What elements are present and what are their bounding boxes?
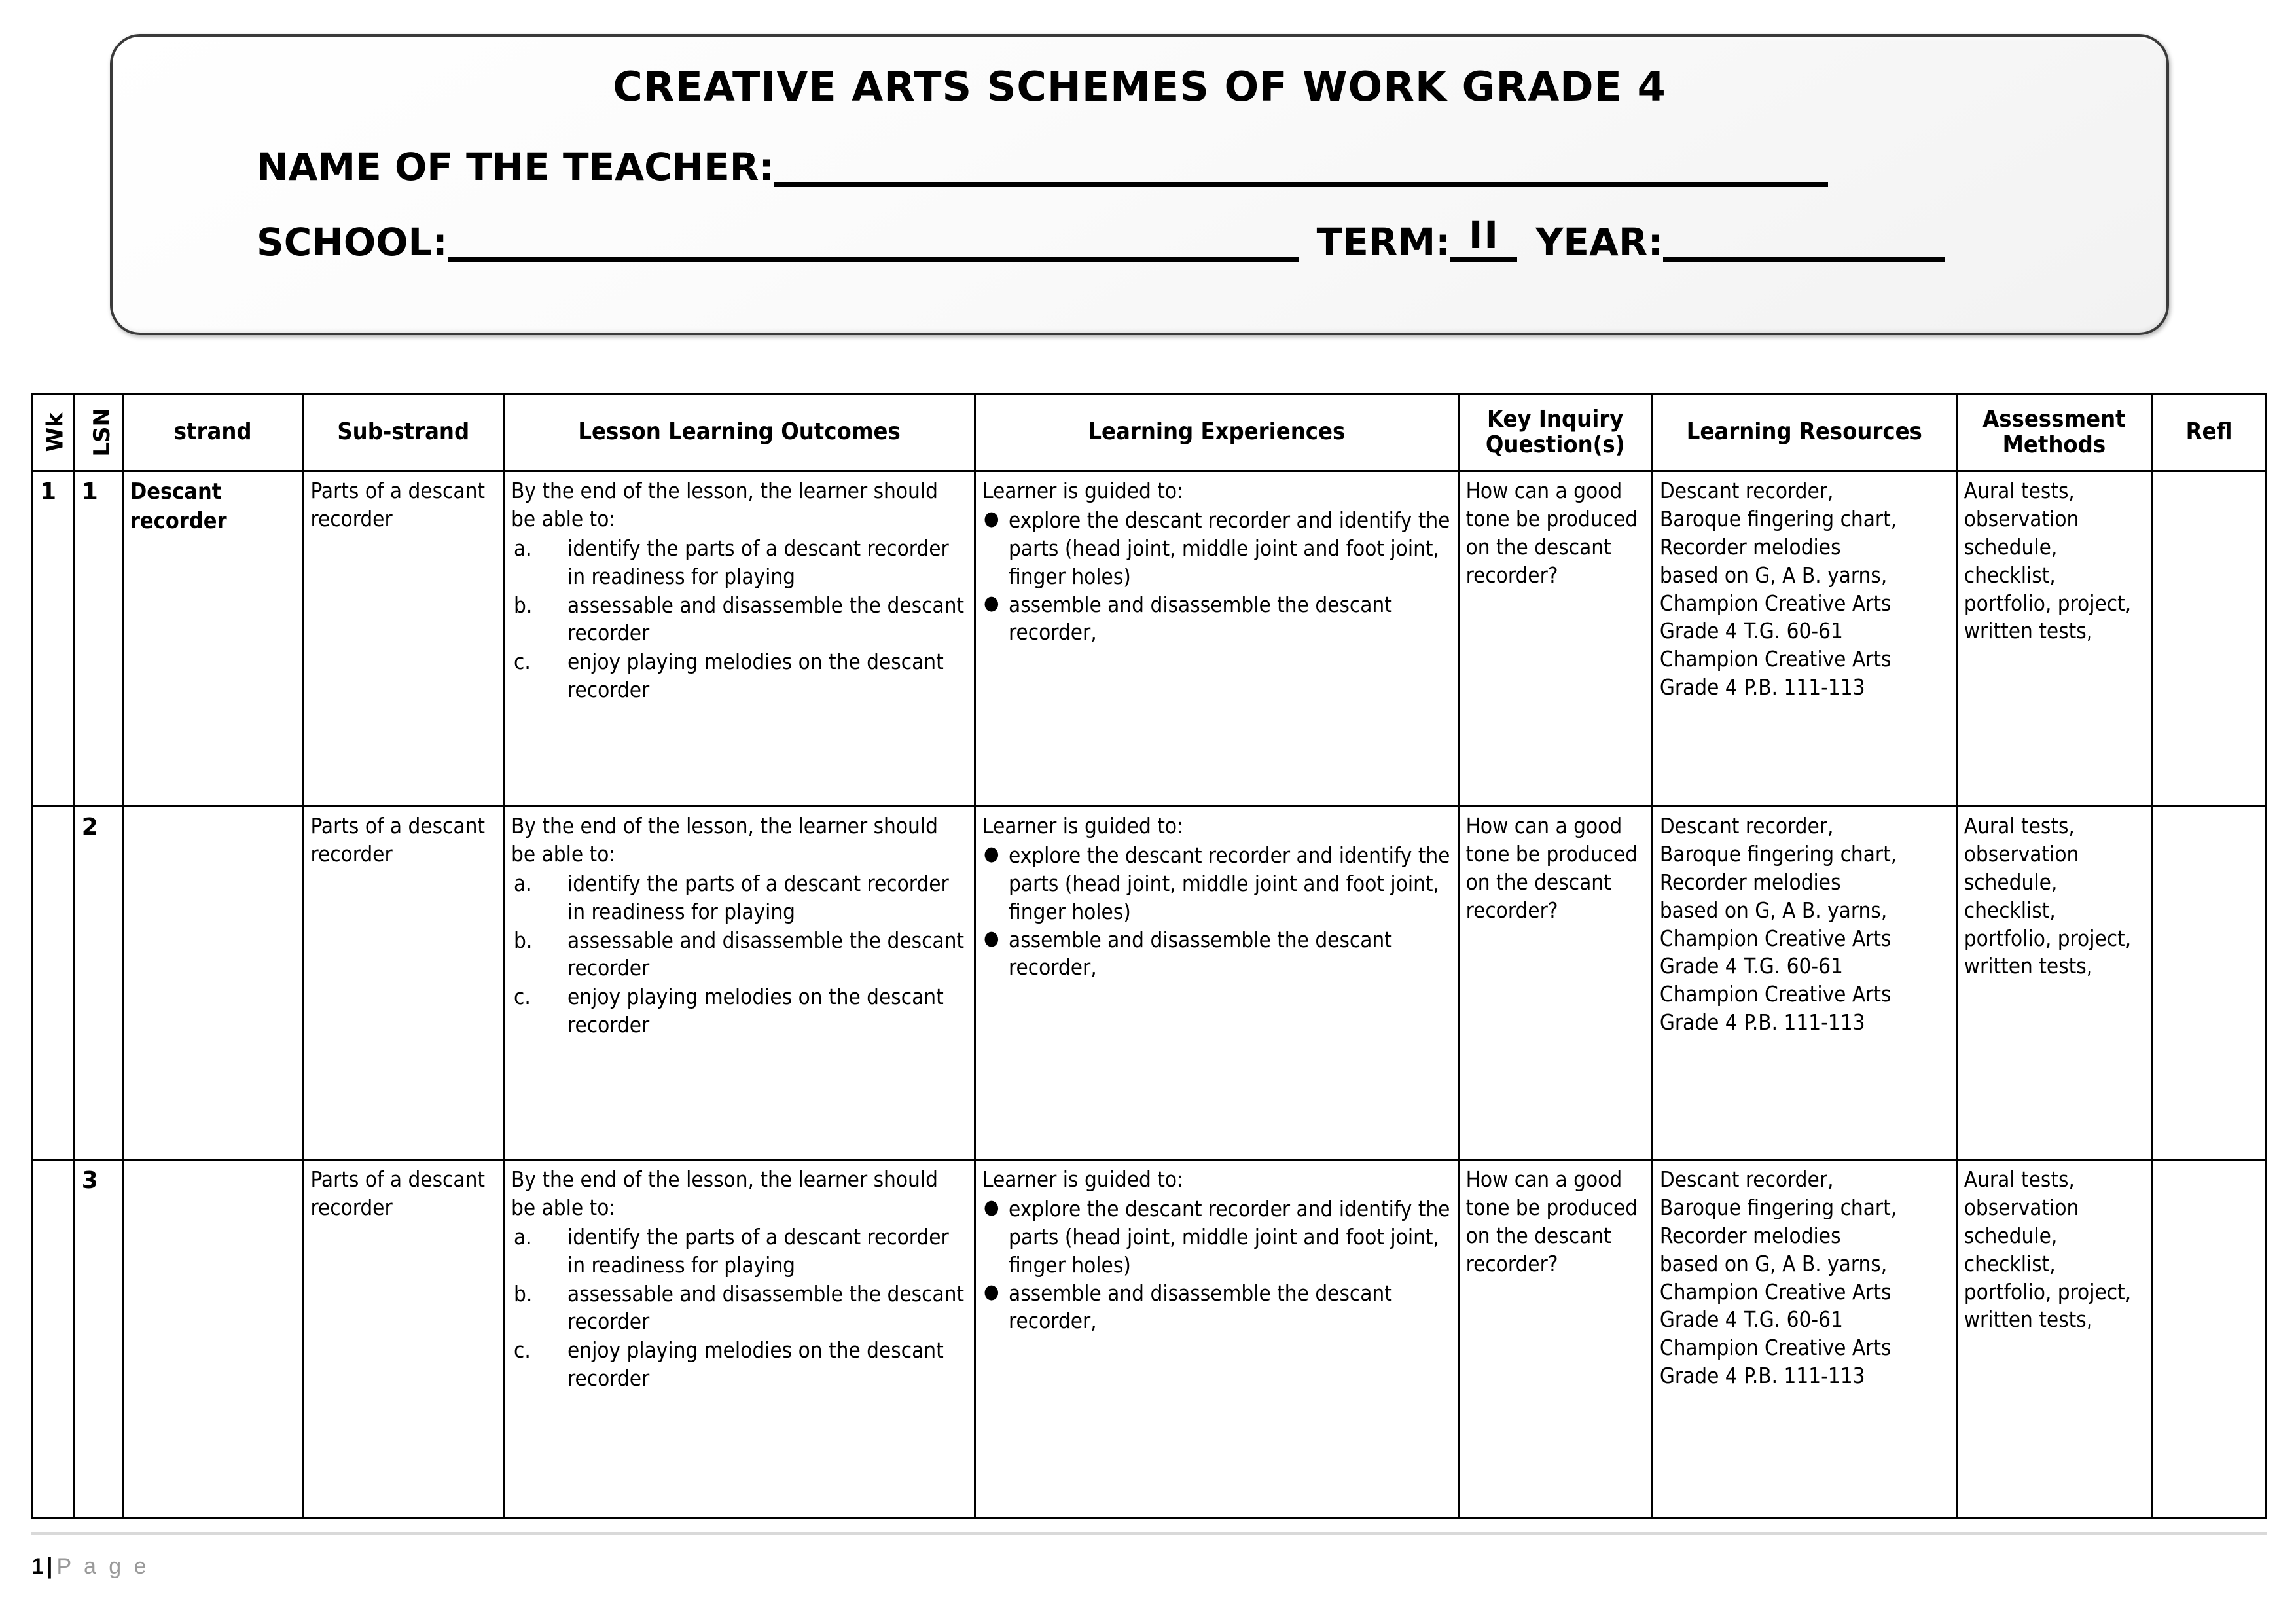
cell-strand <box>122 1160 303 1519</box>
list-item <box>982 842 1451 926</box>
list-marker: c. <box>514 1337 531 1363</box>
term-label: TERM: <box>1316 220 1451 264</box>
table-body <box>33 471 2267 1519</box>
list-item <box>511 592 967 648</box>
term-value: II <box>1468 213 1499 257</box>
resource-line: Champion Creative Arts <box>1659 1278 1892 1305</box>
resource-line: Grade 4 P.B. 111-113 <box>1659 1363 1865 1389</box>
resource-line: Baroque fingering chart, <box>1659 840 1897 867</box>
list-text: enjoy playing melodies on the descant recorder <box>567 1337 944 1392</box>
bullet-icon: ● <box>984 926 999 950</box>
resource-line: Champion Creative Arts <box>1659 1335 1892 1361</box>
resource-line: Grade 4 T.G. 60-61 <box>1659 1307 1843 1333</box>
resource-line: Descant recorder, <box>1659 813 1834 839</box>
resource-line: based on G, A B. yarns, <box>1659 1250 1888 1276</box>
cell-learning-resources <box>1652 471 1956 806</box>
experiences-list <box>982 1195 1451 1335</box>
outcomes-lead: By the end of the lesson, the learner should be able to: <box>511 1166 938 1220</box>
cell-strand: Descant recorder <box>122 471 303 806</box>
teacher-name-label: NAME OF THE TEACHER: <box>257 145 774 189</box>
resource-line: Champion Creative Arts <box>1659 981 1892 1007</box>
list-text: assemble and disassemble the descant recorder, <box>1009 926 1392 981</box>
list-marker: b. <box>514 1280 533 1307</box>
list-item <box>511 927 967 983</box>
list-text: identify the parts of a descant recorder in readiness for playing <box>567 535 949 589</box>
experiences-list <box>982 842 1451 982</box>
year-label: YEAR: <box>1535 220 1663 264</box>
list-item <box>982 591 1451 647</box>
list-text: explore the descant recorder and identify the parts (head joint, middle joint and foot joint, finger holes) <box>1009 842 1450 924</box>
outcomes-list <box>511 870 967 1039</box>
cell-sub-strand: Parts of a descant recorder <box>303 806 504 1160</box>
table-header-row <box>33 394 2267 471</box>
resource-line: Descant recorder, <box>1659 478 1834 503</box>
cell-sub-strand: Parts of a descant recorder <box>303 471 504 806</box>
footer-divider <box>31 1532 2267 1535</box>
footer-separator: | <box>46 1554 53 1579</box>
cell-wk <box>33 1160 75 1519</box>
cell-assessment-methods: Aural tests, observation schedule, checklist, portfolio, project, written tests, <box>1956 806 2151 1160</box>
footer-page-number: 1 <box>31 1554 44 1579</box>
outcomes-list <box>511 535 967 704</box>
list-text: assessable and disassemble the descant recorder <box>567 592 965 646</box>
table-row <box>33 471 2267 806</box>
list-text: explore the descant recorder and identify the parts (head joint, middle joint and foot joint, finger holes) <box>1009 507 1450 589</box>
cell-key-inquiry-question: How can a good tone be produced on the descant recorder? <box>1458 471 1652 806</box>
list-text: assemble and disassemble the descant recorder, <box>1009 591 1392 645</box>
table-header <box>33 394 2267 471</box>
list-marker: c. <box>514 984 531 1010</box>
list-text: assessable and disassemble the descant recorder <box>567 1280 965 1335</box>
cell-learning-resources <box>1652 1160 1956 1519</box>
resource-line: Champion Creative Arts <box>1659 925 1892 951</box>
resource-line: Baroque fingering chart, <box>1659 1194 1897 1220</box>
bullet-icon: ● <box>984 1280 999 1303</box>
col-header-strand: strand <box>122 394 303 471</box>
resource-line: Baroque fingering chart, <box>1659 505 1897 532</box>
page-footer <box>31 1554 150 1579</box>
experiences-list <box>982 507 1451 647</box>
list-item <box>511 535 967 591</box>
cell-sub-strand: Parts of a descant recorder <box>303 1160 504 1519</box>
cell-learning-experiences <box>975 806 1459 1160</box>
resource-line: based on G, A B. yarns, <box>1659 897 1888 923</box>
list-marker: a. <box>514 1223 532 1250</box>
bullet-icon: ● <box>984 591 999 615</box>
schemes-of-work-table <box>31 393 2267 1519</box>
cell-key-inquiry-question: How can a good tone be produced on the descant recorder? <box>1458 806 1652 1160</box>
experiences-lead: Learner is guided to: <box>982 1166 1184 1192</box>
school-label: SCHOOL: <box>257 220 448 264</box>
list-text: assessable and disassemble the descant recorder <box>567 927 965 981</box>
term-value-blank[interactable] <box>1450 213 1517 262</box>
cell-assessment-methods: Aural tests, observation schedule, checklist, portfolio, project, written tests, <box>1956 471 2151 806</box>
list-marker: a. <box>514 870 532 896</box>
resource-line: Champion Creative Arts <box>1659 646 1892 672</box>
resource-line: Champion Creative Arts <box>1659 590 1892 616</box>
cell-learning-experiences <box>975 471 1459 806</box>
list-text: enjoy playing melodies on the descant recorder <box>567 984 944 1038</box>
year-blank[interactable] <box>1663 213 1945 262</box>
resource-line: Descant recorder, <box>1659 1166 1834 1192</box>
cell-lesson-learning-outcomes <box>504 471 975 806</box>
col-header-sub-strand: Sub-strand <box>303 394 504 471</box>
cell-refl[interactable] <box>2152 806 2267 1160</box>
cell-refl[interactable] <box>2152 471 2267 806</box>
bullet-icon: ● <box>984 1195 999 1219</box>
cell-wk <box>33 806 75 1160</box>
page-title: CREATIVE ARTS SCHEMES OF WORK GRADE 4 <box>613 63 1666 111</box>
list-text: enjoy playing melodies on the descant recorder <box>567 649 944 703</box>
col-header-assessment-methods: Assessment Methods <box>1956 394 2151 471</box>
list-marker: c. <box>514 649 531 675</box>
list-item <box>982 1195 1451 1280</box>
col-header-key-inquiry-questions: Key Inquiry Question(s) <box>1458 394 1652 471</box>
cell-lesson-learning-outcomes <box>504 1160 975 1519</box>
list-text: assemble and disassemble the descant recorder, <box>1009 1280 1392 1334</box>
col-header-refl: Refl <box>2152 394 2267 471</box>
teacher-name-field <box>257 141 1828 190</box>
bullet-icon: ● <box>984 842 999 865</box>
resource-line: Recorder melodies <box>1659 869 1841 895</box>
teacher-name-blank[interactable] <box>774 137 1828 187</box>
cell-refl[interactable] <box>2152 1160 2267 1519</box>
list-item <box>511 983 967 1039</box>
list-item <box>982 1280 1451 1336</box>
footer-page-word: P a g e <box>56 1554 150 1579</box>
outcomes-lead: By the end of the lesson, the learner should be able to: <box>511 478 938 532</box>
list-item <box>511 870 967 926</box>
resource-line: Recorder melodies <box>1659 1222 1841 1248</box>
col-header-learning-experiences: Learning Experiences <box>975 394 1459 471</box>
col-header-wk-label: Wk <box>42 412 69 452</box>
school-blank[interactable] <box>448 213 1299 262</box>
col-header-lsn <box>74 394 122 471</box>
list-text: identify the parts of a descant recorder in readiness for playing <box>567 870 949 924</box>
list-marker: b. <box>514 592 533 618</box>
title-banner <box>110 34 2169 335</box>
cell-key-inquiry-question: How can a good tone be produced on the descant recorder? <box>1458 1160 1652 1519</box>
experiences-lead: Learner is guided to: <box>982 813 1184 839</box>
list-item <box>982 507 1451 591</box>
list-marker: a. <box>514 535 532 561</box>
outcomes-list <box>511 1223 967 1393</box>
cell-strand <box>122 806 303 1160</box>
cell-learning-resources <box>1652 806 1956 1160</box>
resource-line: Grade 4 T.G. 60-61 <box>1659 618 1843 644</box>
list-item <box>982 926 1451 983</box>
col-header-lsn-label: LSN <box>88 408 115 457</box>
list-item <box>511 1280 967 1337</box>
list-item <box>511 648 967 704</box>
resource-line: Grade 4 P.B. 111-113 <box>1659 674 1865 700</box>
resource-line: Grade 4 P.B. 111-113 <box>1659 1009 1865 1036</box>
col-header-wk <box>33 394 75 471</box>
cell-wk: 1 <box>33 471 75 806</box>
resource-line: Recorder melodies <box>1659 533 1841 560</box>
col-header-learning-resources: Learning Resources <box>1652 394 1956 471</box>
resource-line: Grade 4 T.G. 60-61 <box>1659 953 1843 979</box>
school-term-year-fields <box>257 213 1945 266</box>
cell-lsn: 2 <box>74 806 122 1160</box>
resource-line: based on G, A B. yarns, <box>1659 562 1888 588</box>
list-item <box>511 1337 967 1393</box>
experiences-lead: Learner is guided to: <box>982 478 1184 503</box>
outcomes-lead: By the end of the lesson, the learner should be able to: <box>511 813 938 867</box>
cell-lsn: 1 <box>74 471 122 806</box>
list-marker: b. <box>514 927 533 953</box>
list-item <box>511 1223 967 1280</box>
list-text: identify the parts of a descant recorder in readiness for playing <box>567 1223 949 1278</box>
table-row <box>33 1160 2267 1519</box>
bullet-icon: ● <box>984 507 999 530</box>
cell-assessment-methods: Aural tests, observation schedule, checklist, portfolio, project, written tests, <box>1956 1160 2151 1519</box>
cell-learning-experiences <box>975 1160 1459 1519</box>
col-header-lesson-learning-outcomes: Lesson Learning Outcomes <box>504 394 975 471</box>
cell-lesson-learning-outcomes <box>504 806 975 1160</box>
list-text: explore the descant recorder and identify the parts (head joint, middle joint and foot joint, finger holes) <box>1009 1195 1450 1278</box>
table-row <box>33 806 2267 1160</box>
cell-lsn: 3 <box>74 1160 122 1519</box>
